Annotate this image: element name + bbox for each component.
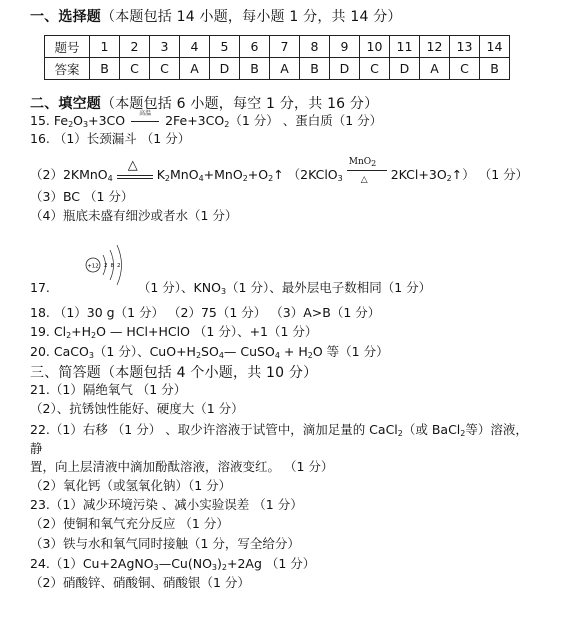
q22-text: （或 BaCl bbox=[402, 422, 461, 437]
q22-text: 22.（1）右移 （1 分） 、取少许溶液于试管中，滴加足量的 CaCl bbox=[30, 422, 398, 437]
subscript: 2 bbox=[91, 331, 97, 340]
answer-cell: A bbox=[270, 58, 300, 80]
catalyst-condition bbox=[347, 156, 387, 185]
subscript: 2 bbox=[460, 429, 466, 438]
answer-20 bbox=[30, 344, 389, 360]
subscript: 4 bbox=[274, 351, 280, 360]
subscript: 3 bbox=[337, 174, 343, 183]
q15-text: 15. Fe bbox=[30, 113, 69, 128]
answer-cell: A bbox=[180, 58, 210, 80]
q19-text: O — HCl+HClO （1 分）、+1（1 分） bbox=[96, 324, 318, 339]
answer-16-4: （4）瓶底未盛有细沙或者水（1 分） bbox=[30, 208, 238, 223]
shell-electrons: 2 bbox=[104, 263, 108, 269]
high-temp-label: 高温 bbox=[139, 110, 152, 117]
subscript: 4 bbox=[107, 174, 113, 183]
section-3-heading bbox=[30, 362, 317, 382]
answer-table-answer-row bbox=[45, 58, 510, 80]
answer-16-3: （3）BC （1 分） bbox=[30, 189, 134, 204]
question-number: 13 bbox=[450, 36, 480, 58]
q24-text: ) bbox=[217, 556, 222, 571]
q16-text: （2）2KMnO bbox=[30, 167, 108, 182]
shell-electrons: 2 bbox=[117, 263, 121, 269]
section-2-note: （本题包括 6 小题，每空 1 分，共 16 分） bbox=[101, 96, 379, 112]
q16-text: +MnO bbox=[203, 167, 243, 182]
question-number: 14 bbox=[480, 36, 510, 58]
subscript: 3 bbox=[220, 287, 227, 296]
q20-text: O 等（1 分） bbox=[312, 344, 389, 359]
subscript: 3 bbox=[153, 563, 159, 572]
answer-22-1 bbox=[30, 422, 528, 438]
answer-table bbox=[44, 35, 510, 80]
reaction-line bbox=[347, 170, 387, 171]
q17-text: （1 分）、最外层电子数相同（1 分） bbox=[226, 280, 432, 295]
question-number: 8 bbox=[300, 36, 330, 58]
question-number: 6 bbox=[240, 36, 270, 58]
subscript: 2 bbox=[221, 563, 227, 572]
nucleus-charge: +12 bbox=[87, 263, 99, 270]
section-3-note: （本题包括 4 个小题，共 10 分） bbox=[101, 365, 318, 381]
q15-text: O bbox=[73, 113, 83, 128]
answer-17 bbox=[30, 280, 431, 296]
section-2-heading bbox=[30, 93, 378, 113]
answer-24-2: （2）硝酸锌、硝酸铜、硝酸银（1 分） bbox=[30, 575, 250, 590]
answer-21-1: 21.（1）隔绝氧气 （1 分） bbox=[30, 382, 187, 397]
subscript: 2 bbox=[195, 351, 202, 360]
answer-22-3: （2）氧化钙（或氢氧化钠）（1 分） bbox=[30, 478, 232, 493]
subscript: 2 bbox=[371, 158, 377, 168]
subscript: 2 bbox=[307, 351, 313, 360]
answer-cell: B bbox=[480, 58, 510, 80]
answer-19 bbox=[30, 324, 317, 340]
answer-24-1 bbox=[30, 556, 315, 572]
answer-cell: C bbox=[450, 58, 480, 80]
question-number: 5 bbox=[210, 36, 240, 58]
q20-text: SO bbox=[201, 344, 219, 359]
subscript: 2 bbox=[224, 120, 230, 129]
reaction-condition bbox=[131, 110, 159, 129]
answer-cell: B bbox=[300, 58, 330, 80]
answer-cell: A bbox=[420, 58, 450, 80]
row-header-answer: 答案 bbox=[45, 58, 90, 80]
answer-23-3: （3）铁与水和氧气同时接触（1 分，写全给分） bbox=[30, 536, 300, 551]
subscript: 3 bbox=[88, 351, 94, 360]
q16-text: MnO bbox=[170, 167, 199, 182]
catalyst-label bbox=[349, 154, 376, 170]
answer-cell: C bbox=[150, 58, 180, 80]
q20-text: 20. CaCO bbox=[30, 344, 89, 359]
subscript: 3 bbox=[83, 120, 89, 129]
q15-text: （1 分） 、蛋白质（1 分） bbox=[229, 113, 383, 128]
subscript: 3 bbox=[211, 563, 217, 572]
section-3-title: 三、简答题 bbox=[30, 365, 101, 381]
q15-text: +3CO bbox=[88, 113, 126, 128]
section-1-heading bbox=[30, 6, 402, 26]
equals-line bbox=[117, 175, 153, 176]
question-number: 9 bbox=[330, 36, 360, 58]
answer-23-1: 23.（1）减少环境污染 、减小实验误差 （1 分） bbox=[30, 497, 303, 512]
q16-text: K bbox=[156, 167, 165, 182]
answer-18: 18. （1）30 g（1 分） （2）75（1 分） （3）A>B（1 分） bbox=[30, 305, 381, 320]
section-2-title: 二、填空题 bbox=[30, 96, 101, 112]
equals-line bbox=[117, 178, 153, 179]
q16-text: ↑ （2KClO bbox=[273, 167, 338, 182]
q16-text: +O bbox=[247, 167, 269, 182]
answer-23-2: （2）使铜和氧气充分反应 （1 分） bbox=[30, 516, 229, 531]
q20-text: + H bbox=[279, 344, 308, 359]
answer-table-number-row bbox=[45, 36, 510, 58]
q24-text: 24.（1）Cu+2AgNO bbox=[30, 556, 154, 571]
q20-text: — CuSO bbox=[223, 344, 275, 359]
answer-cell: B bbox=[240, 58, 270, 80]
subscript: 2 bbox=[446, 174, 452, 183]
question-number: 4 bbox=[180, 36, 210, 58]
q16-text: 2KCl+3O bbox=[390, 167, 447, 182]
subscript: 4 bbox=[218, 351, 224, 360]
answer-22-wrap: 静 bbox=[30, 441, 43, 456]
answer-21-2: （2）、抗锈蚀性能好、硬度大（1 分） bbox=[30, 401, 244, 416]
answer-cell: D bbox=[210, 58, 240, 80]
q24-text: —Cu(NO bbox=[158, 556, 212, 571]
question-number: 1 bbox=[90, 36, 120, 58]
answer-cell: C bbox=[360, 58, 390, 80]
answer-16-2 bbox=[30, 156, 529, 185]
section-1-note: （本题包括 14 小题，每小题 1 分，共 14 分） bbox=[101, 9, 402, 25]
subscript: 2 bbox=[397, 429, 403, 438]
answer-16-1: 16. （1）长颈漏斗 （1 分） bbox=[30, 131, 191, 146]
subscript: 2 bbox=[268, 174, 274, 183]
question-number: 12 bbox=[420, 36, 450, 58]
question-number: 11 bbox=[390, 36, 420, 58]
subscript: 2 bbox=[242, 174, 248, 183]
question-number: 10 bbox=[360, 36, 390, 58]
section-1-title: 一、选择题 bbox=[30, 9, 101, 25]
heat-symbol: △ bbox=[127, 157, 138, 173]
answer-22-2: 置，向上层清液中滴加酚酞溶液，溶液变红。 （1 分） bbox=[30, 459, 334, 474]
subscript: 4 bbox=[198, 174, 204, 183]
q19-text: 19. Cl bbox=[30, 324, 67, 339]
answer-cell: D bbox=[390, 58, 420, 80]
q15-text: 2Fe+3CO bbox=[165, 113, 225, 128]
q20-text: （1 分）、CuO+H bbox=[93, 344, 196, 359]
row-header-number: 题号 bbox=[45, 36, 90, 58]
subscript: 2 bbox=[164, 174, 171, 183]
heat-equals-sign bbox=[117, 157, 153, 184]
answer-cell: B bbox=[90, 58, 120, 80]
q17-number: 17. bbox=[30, 280, 50, 295]
answer-cell: D bbox=[330, 58, 360, 80]
q24-text: +2Ag （1 分） bbox=[226, 556, 316, 571]
q22-text: 等）溶液， bbox=[465, 422, 528, 437]
heat-symbol: △ bbox=[360, 174, 368, 185]
shell-electrons: 8 bbox=[110, 263, 114, 269]
question-number: 2 bbox=[120, 36, 150, 58]
q16-text: ↑） （1 分） bbox=[451, 167, 529, 182]
question-number: 7 bbox=[270, 36, 300, 58]
answer-cell: C bbox=[120, 58, 150, 80]
q19-text: +H bbox=[71, 324, 92, 339]
subscript: 2 bbox=[68, 120, 74, 129]
q17-text: （1 分）、KNO bbox=[137, 280, 221, 295]
question-number: 3 bbox=[150, 36, 180, 58]
answer-15 bbox=[30, 110, 383, 129]
subscript: 2 bbox=[66, 331, 72, 340]
catalyst-text: MnO bbox=[348, 156, 372, 167]
